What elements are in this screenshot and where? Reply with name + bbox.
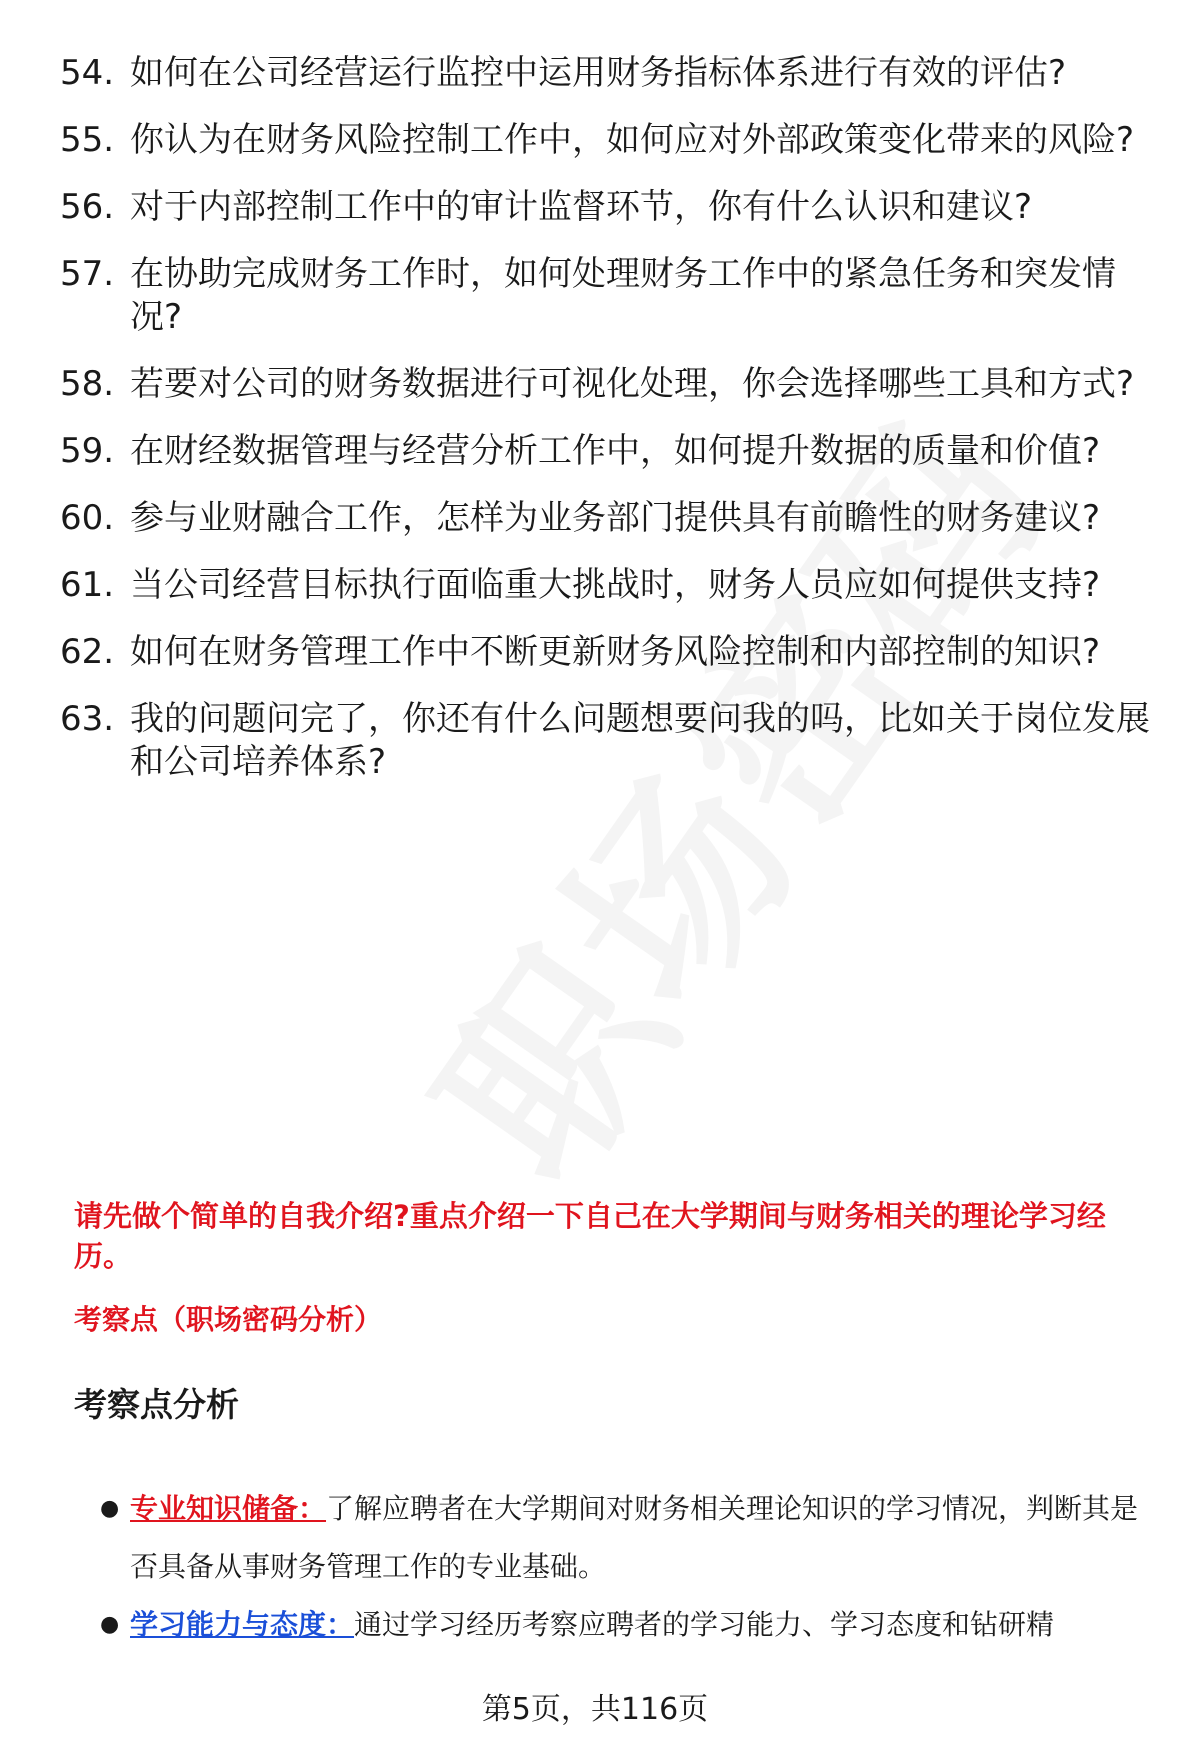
analysis-heading: 考察点分析: [74, 1385, 239, 1424]
question-text: 当公司经营目标执行面临重大挑战时，财务人员应如何提供支持?: [130, 565, 1101, 605]
question-item: [60, 253, 1160, 339]
question-item: [60, 430, 1160, 473]
page-footer: 第5页，共116页: [481, 1692, 709, 1727]
bullet-key-link[interactable]: 学习能力与态度：: [130, 1608, 355, 1641]
bullet-text: 了解应聘者在大学期间对财务相关理论知识的学习情况，判断其是否具备从事财务管理工作的专业基础。: [130, 1492, 1139, 1583]
focus-label: 考察点（职场密码分析）: [74, 1303, 383, 1336]
bullet-body: [130, 1596, 1160, 1654]
question-text: 如何在财务管理工作中不断更新财务风险控制和内部控制的知识?: [130, 632, 1101, 672]
bullet-text: 通过学习经历考察应聘者的学习能力、学习态度和钻研精: [354, 1608, 1055, 1641]
question-item: [60, 564, 1160, 607]
question-number: 61.: [60, 565, 115, 605]
question-item: [60, 631, 1160, 674]
question-number: 59.: [60, 431, 115, 471]
question-item: [60, 363, 1160, 406]
question-number: 56.: [60, 187, 115, 227]
bullet-body: [130, 1480, 1160, 1596]
bullet-dot-icon: ●: [100, 1612, 120, 1637]
question-text: 在协助完成财务工作时，如何处理财务工作中的紧急任务和突发情况?: [130, 254, 1116, 337]
question-text: 若要对公司的财务数据进行可视化处理，你会选择哪些工具和方式?: [130, 364, 1135, 404]
bullet-key-link[interactable]: 专业知识储备：: [130, 1492, 327, 1525]
analysis-bullet-list: [100, 1480, 1160, 1654]
bullet-item: [100, 1596, 1160, 1654]
question-text: 你认为在财务风险控制工作中，如何应对外部政策变化带来的风险?: [130, 120, 1135, 160]
question-number: 57.: [60, 254, 115, 294]
question-text: 对于内部控制工作中的审计监督环节，你有什么认识和建议?: [130, 187, 1033, 227]
question-number: 54.: [60, 53, 115, 93]
question-item: [60, 52, 1160, 95]
question-item: [60, 497, 1160, 540]
question-number: 55.: [60, 120, 115, 160]
question-number: 58.: [60, 364, 115, 404]
highlighted-question: 请先做个简单的自我介绍?重点介绍一下自己在大学期间与财务相关的理论学习经历。: [74, 1199, 1106, 1273]
question-item: [60, 698, 1160, 784]
question-number: 62.: [60, 632, 115, 672]
question-item: [60, 186, 1160, 229]
bullet-item: [100, 1480, 1160, 1596]
question-text: 如何在公司经营运行监控中运用财务指标体系进行有效的评估?: [130, 53, 1067, 93]
question-text: 在财经数据管理与经营分析工作中，如何提升数据的质量和价值?: [130, 431, 1101, 471]
question-item: [60, 119, 1160, 162]
question-number: 63.: [60, 699, 115, 739]
question-text: 参与业财融合工作，怎样为业务部门提供具有前瞻性的财务建议?: [130, 498, 1101, 538]
question-text: 我的问题问完了，你还有什么问题想要问我的吗，比如关于岗位发展和公司培养体系?: [130, 699, 1150, 782]
bullet-dot-icon: ●: [100, 1496, 120, 1521]
question-number: 60.: [60, 498, 115, 538]
question-list: [60, 52, 1160, 808]
